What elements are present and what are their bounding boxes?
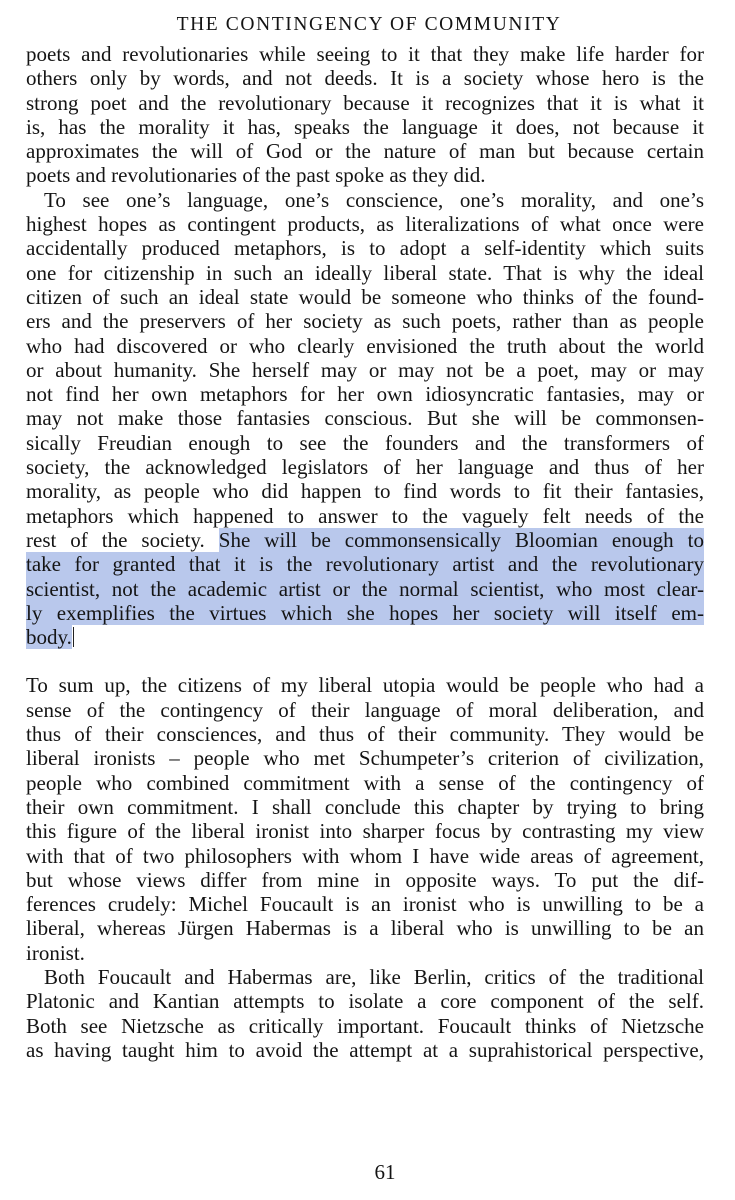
text-cursor [73, 627, 74, 647]
text-line: not find her own metaphors for her own idiosyncratic fantasies, may or [26, 382, 704, 407]
text-line: sense of the contingency of their language of moral deliberation, and [26, 697, 704, 722]
text-line: approximates the will of God or the nature of man but because certain [26, 139, 704, 164]
text-line: Both see Nietzsche as critically important. Foucault thinks of Nietzsche [26, 1013, 704, 1038]
text-line: strong poet and the revolutionary because it recognizes that it is what it [26, 90, 704, 115]
text-line: is, has the morality it has, speaks the language it does, not because it [26, 114, 704, 139]
text-line-final [26, 625, 704, 649]
plain-text: rest of the society. [26, 527, 219, 552]
text-line: poets and revolutionaries while seeing to it that they make life harder for [26, 42, 704, 66]
text-line: sically Freudian enough to see the founders and the transformers of [26, 430, 704, 455]
paragraph-4 [26, 965, 704, 1062]
text-line-mixed [26, 528, 704, 552]
text-line: poets and revolutionaries of the past spoke as they did. [26, 163, 486, 188]
text-line: who had discovered or who clearly envisioned the truth about the world [26, 333, 704, 358]
text-line: one for citizenship in such an ideally liberal state. That is why the ideal [26, 260, 704, 285]
highlighted-text[interactable]: body. [26, 625, 72, 650]
section-gap [26, 649, 704, 673]
book-page [26, 12, 704, 1188]
highlighted-line[interactable]: scientist, not the academic artist or the normal scientist, who most clear- [26, 576, 704, 601]
text-line: citizen of such an ideal state would be someone who thinks of the found- [26, 284, 704, 309]
paragraph-2 [26, 188, 704, 650]
page-number: 61 [374, 1160, 396, 1184]
paragraph-3 [26, 673, 704, 965]
text-line: people who combined commitment with a sense of the contingency of [26, 770, 704, 795]
text-line: To sum up, the citizens of my liberal utopia would be people who had a [26, 673, 704, 698]
text-line: ers and the preservers of her society as such poets, rather than as people [26, 309, 704, 334]
text-line: this figure of the liberal ironist into sharper focus by contrasting my view [26, 819, 704, 844]
text-line: ironist. [26, 940, 85, 965]
text-line: with that of two philosophers with whom I have wide areas of agreement, [26, 843, 704, 868]
text-line: or about humanity. She herself may or may not be a poet, may or may [26, 357, 704, 382]
highlighted-line[interactable]: ly exemplifies the virtues which she hopes her society will itself em- [26, 600, 704, 625]
text-line: ferences crudely: Michel Foucault is an ironist who is unwilling to be a [26, 892, 704, 917]
text-line: morality, as people who did happen to find words to fit their fantasies, [26, 479, 704, 504]
text-line: liberal ironists – people who met Schumpeter’s criterion of civilization, [26, 746, 704, 771]
text-line: liberal, whereas Jürgen Habermas is a liberal who is unwilling to be an [26, 916, 704, 941]
text-line: others only by words, and not deeds. It is a society whose hero is the [26, 66, 704, 91]
text-line: Platonic and Kantian attempts to isolate a core component of the self. [26, 989, 704, 1014]
text-line: Both Foucault and Habermas are, like Berlin, critics of the traditional [44, 964, 704, 989]
text-line: their own commitment. I shall conclude this chapter by trying to bring [26, 794, 704, 819]
text-line: but whose views differ from mine in opposite ways. To put the dif- [26, 867, 704, 892]
text-line: highest hopes as contingent products, as literalizations of what once were [26, 212, 704, 237]
highlighted-line[interactable]: take for granted that it is the revolutionary artist and the revolutionary [26, 552, 704, 577]
text-line: metaphors which happened to answer to the vaguely felt needs of the [26, 503, 704, 528]
paragraph-1 [26, 42, 704, 188]
text-line: To see one’s language, one’s conscience, one’s morality, and one’s [44, 187, 704, 212]
running-head: THE CONTINGENCY OF COMMUNITY [176, 14, 562, 35]
text-line: accidentally produced metaphors, is to adopt a self-identity which suits [26, 236, 704, 261]
text-line: thus of their consciences, and thus of their community. They would be [26, 722, 704, 747]
text-line: society, the acknowledged legislators of her language and thus of her [26, 455, 704, 480]
text-line: as having taught him to avoid the attempt at a suprahistorical perspective, [26, 1037, 704, 1062]
text-line: may not make those fantasies conscious. But she will be commonsen- [26, 406, 704, 431]
highlighted-text[interactable]: She will be commonsensically Bloomian enough to [218, 527, 704, 552]
